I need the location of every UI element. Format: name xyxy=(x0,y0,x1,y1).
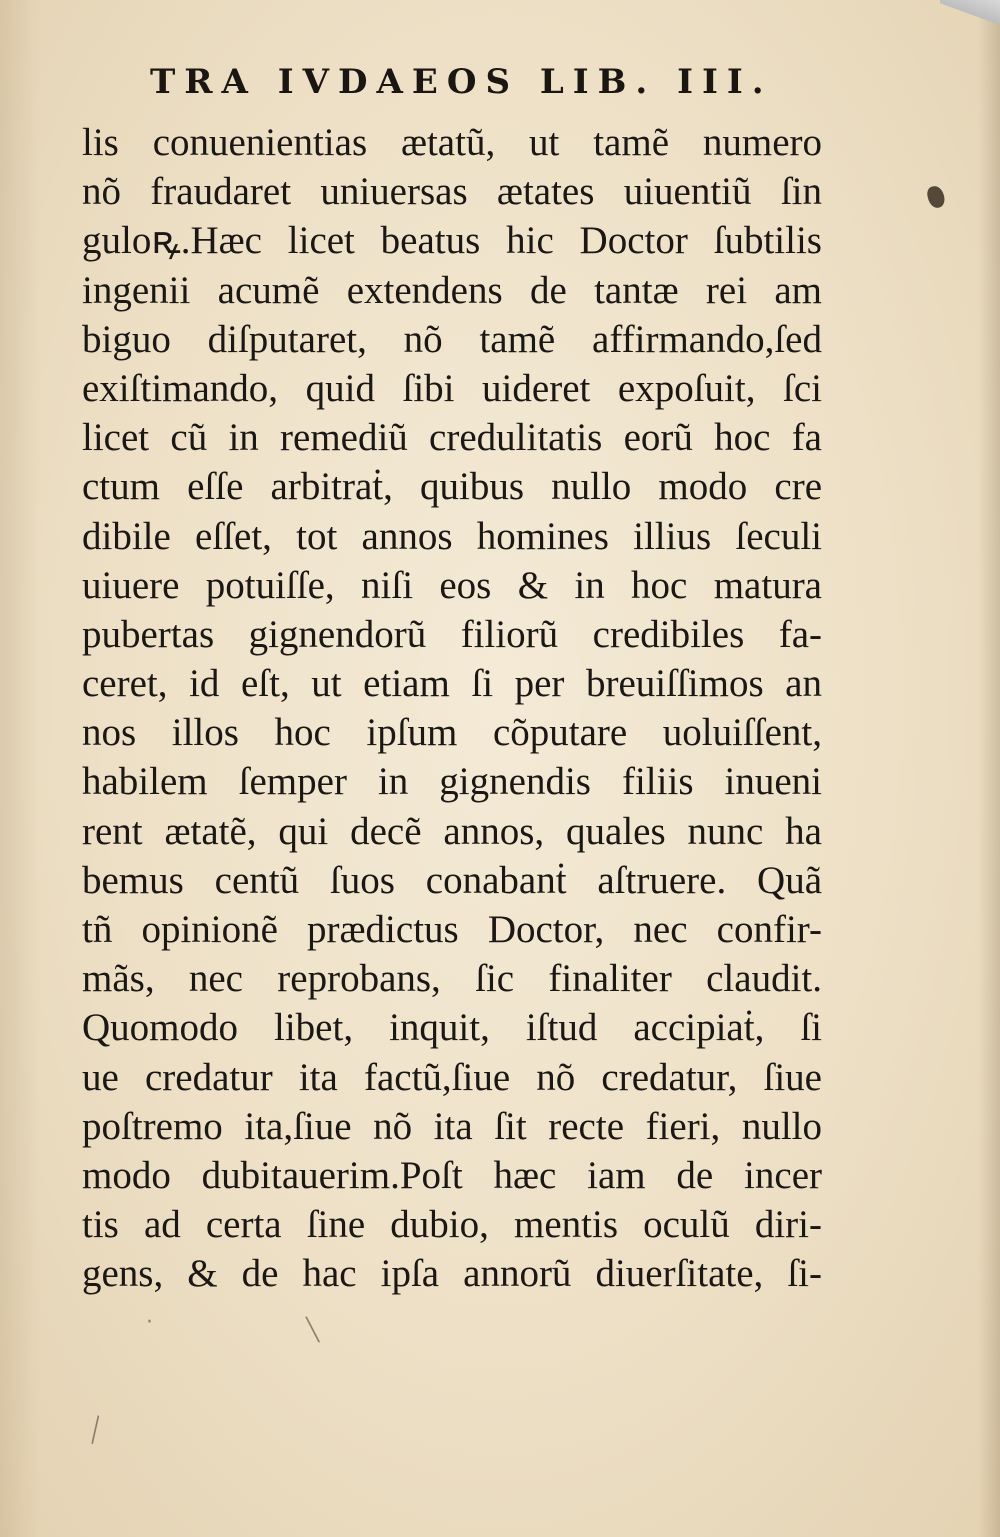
body-text xyxy=(82,118,822,1299)
text-line: mãs, nec reprobans, ſic finaliter claudit. xyxy=(82,957,822,1001)
text-line: tñ opinionẽ prædictus Doctor, nec confir- xyxy=(82,908,822,951)
running-head: TRA IVDAEOS LIB. III. xyxy=(150,62,773,102)
text-line: lis conuenientias ætatũ, ut tamẽ numero xyxy=(82,121,822,164)
text-line: tis ad certa ſine dubio, mentis oculũ diri- xyxy=(82,1203,822,1247)
page-edge-shadow xyxy=(978,0,1000,1537)
text-line: habilem ſemper in gignendis filiis inueni xyxy=(82,760,822,804)
text-line: licet cũ in remediũ credulitatis eorũ hoc fa xyxy=(82,416,822,460)
text-line: poſtremo ita,ſiue nõ ita ſit recte fieri, nullo xyxy=(82,1104,822,1148)
text-line: nõ fraudaret uniuersas ætates uiuentiũ ſin xyxy=(82,170,822,214)
stray-mark: · xyxy=(146,1310,153,1335)
page-gutter-shadow xyxy=(0,0,40,1537)
text-line: modo dubitauerim.Poſt hæc iam de incer xyxy=(82,1153,822,1197)
text-line: ue credatur ita factũ,ſiue nõ credatur, ſiue xyxy=(82,1055,822,1099)
ink-blot xyxy=(925,184,946,209)
text-line: Quomodo libet, inquit, iſtud accipiaṫ, ſi xyxy=(82,1006,822,1050)
text-line: pubertas gignendorũ filiorũ credibiles fa- xyxy=(82,612,822,656)
text-line: ctum eſſe arbitraṫ, quibus nullo modo cre xyxy=(82,465,822,509)
text-line: ingenii acumẽ extendens de tantæ rei am xyxy=(82,268,822,312)
text-line: ceret, id eſt, ut etiam ſi per breuiſſimos an xyxy=(82,662,822,706)
text-line: guloꝶ.Hæc licet beatus hic Doctor ſubtilis xyxy=(82,219,822,263)
text-line: gens, & de hac ipſa annorũ diuerſitate, ſi- xyxy=(82,1252,822,1296)
text-line: nos illos hoc ipſum cõputare uoluiſſent, xyxy=(82,711,822,755)
stray-mark: ╲ xyxy=(306,1318,320,1343)
text-line: biguo diſputaret, nõ tamẽ affirmando,ſed xyxy=(82,317,822,361)
page-corner xyxy=(940,0,1000,40)
text-line: exiſtimando, quid ſibi uideret expoſuit, ſci xyxy=(82,366,822,410)
stray-mark: ╲ xyxy=(81,1416,108,1445)
text-line: bemus centũ ſuos conabanṫ aſtruere. Quã xyxy=(82,858,822,902)
text-line: dibile eſſet, tot annos homines illius ſeculi xyxy=(82,514,822,558)
text-line: uiuere potuiſſe, niſi eos & in hoc matura xyxy=(82,563,822,607)
text-line: rent ætatẽ, qui decẽ annos, quales nunc ha xyxy=(82,809,822,853)
